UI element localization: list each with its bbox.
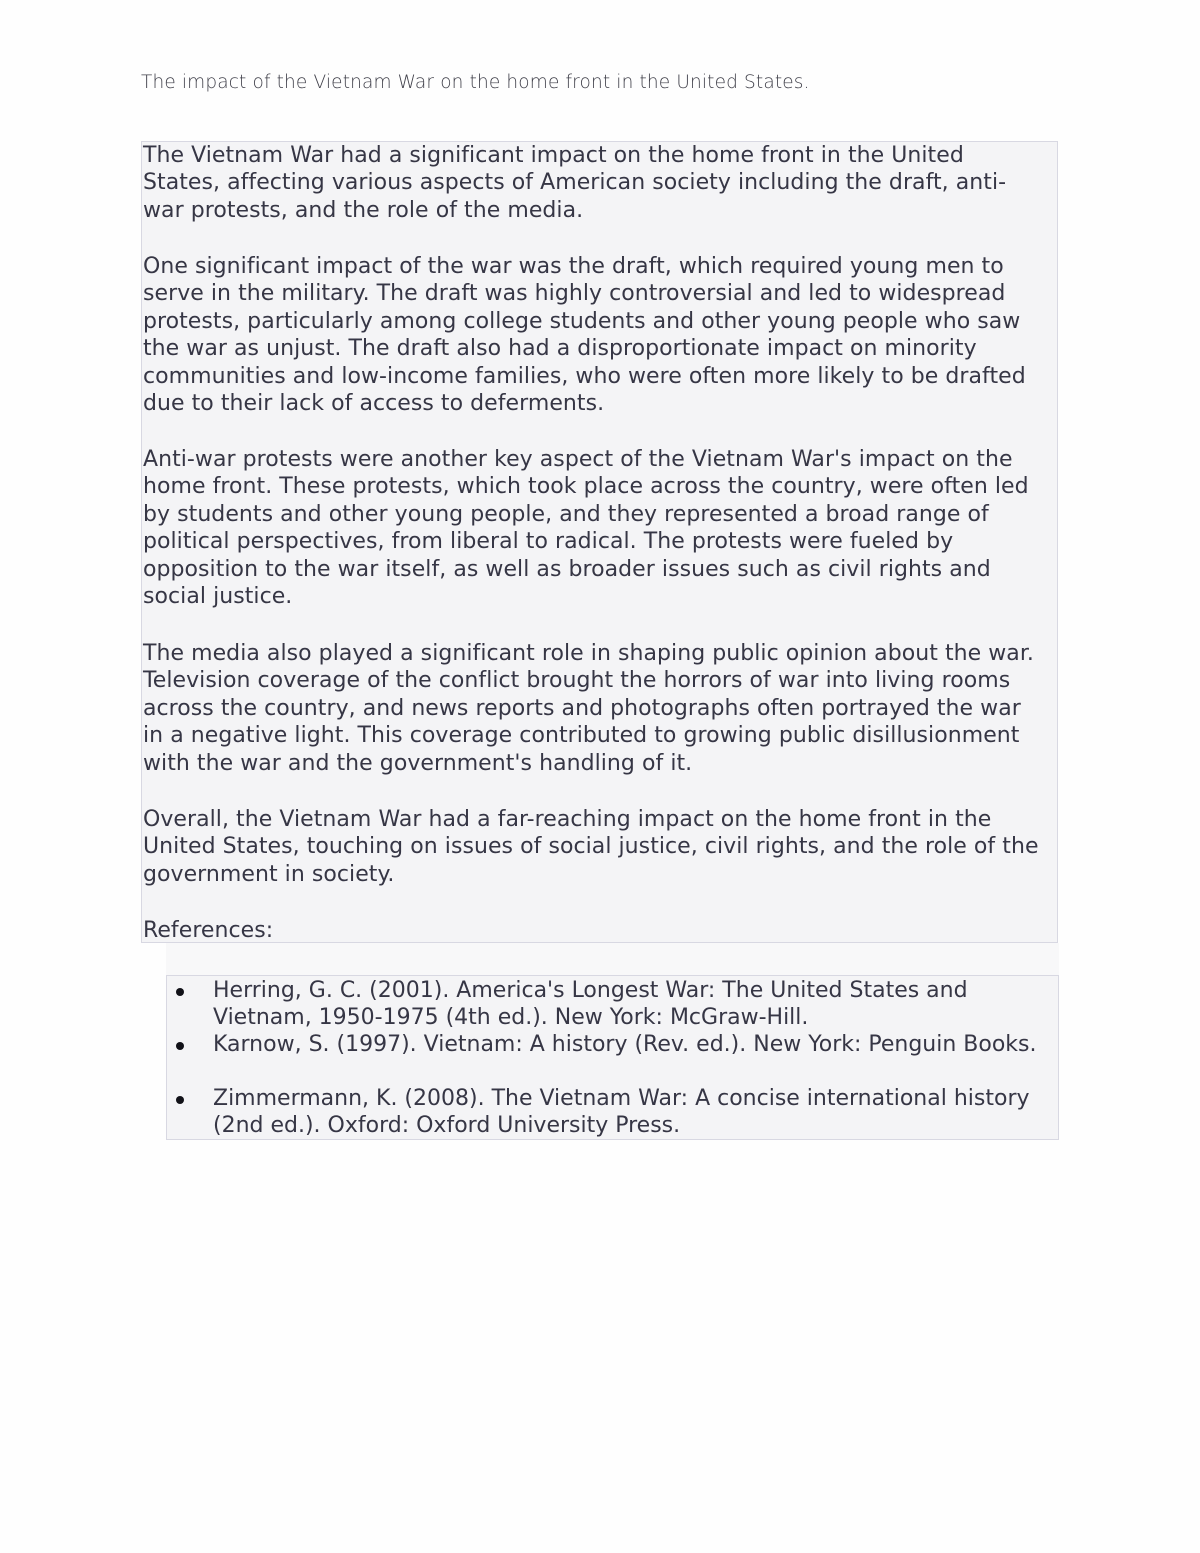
paragraph-intro: The Vietnam War had a significant impact on the home front in the United States, affecting various aspects of American society including the draft, anti-war protests, and the role of the media. bbox=[143, 143, 1007, 223]
paragraph-media: The media also played a significant role in shaping public opinion about the war. Television coverage of the conflict brought the horrors of war into living rooms across the country, and news reports and photographs often portrayed the war in a negative light. This coverage contributed to growing public disillusionment with the war and the government's handling of it. bbox=[143, 641, 1034, 776]
paragraph-draft: One significant impact of the war was the draft, which required young men to serve in the military. The draft was highly controversial and led to widespread protests, particularly among college students and other young people who saw the war as unjust. The draft also had a disproportionate impact on minority communities and low-income families, who were often more likely to be drafted due to their lack of access to deferments. bbox=[143, 254, 1026, 417]
references-heading: References: bbox=[143, 918, 274, 943]
bullet-icon bbox=[176, 1042, 184, 1050]
paragraph-protests: Anti-war protests were another key aspect of the Vietnam War's impact on the home front. These protests, which took place across the country, were often led by students and other young people, and they represented a broad range of political perspectives, from liberal to radical. The protests were fueled by opposition to the war itself, as well as broader issues such as civil rights and social justice. bbox=[143, 447, 1029, 610]
bullet-icon bbox=[176, 988, 184, 996]
reference-text: Zimmermann, K. (2008). The Vietnam War: A concise international history (2nd ed.). Oxford: Oxford University Press. bbox=[213, 1086, 1030, 1139]
references-list-box bbox=[166, 975, 1059, 1140]
document-title: The impact of the Vietnam War on the home front in the United States. bbox=[141, 72, 810, 93]
bullet-icon bbox=[176, 1096, 184, 1104]
references-spacer bbox=[166, 943, 1059, 975]
reference-text: Karnow, S. (1997). Vietnam: A history (Rev. ed.). New York: Penguin Books. bbox=[213, 1032, 1037, 1057]
reference-text: Herring, G. C. (2001). America's Longest War: The United States and Vietnam, 1950-1975 (4th ed.). New York: McGraw-Hill. bbox=[213, 978, 968, 1031]
paragraph-conclusion: Overall, the Vietnam War had a far-reaching impact on the home front in the United States, touching on issues of social justice, civil rights, and the role of the government in society. bbox=[143, 807, 1039, 887]
essay-body bbox=[141, 141, 1058, 943]
